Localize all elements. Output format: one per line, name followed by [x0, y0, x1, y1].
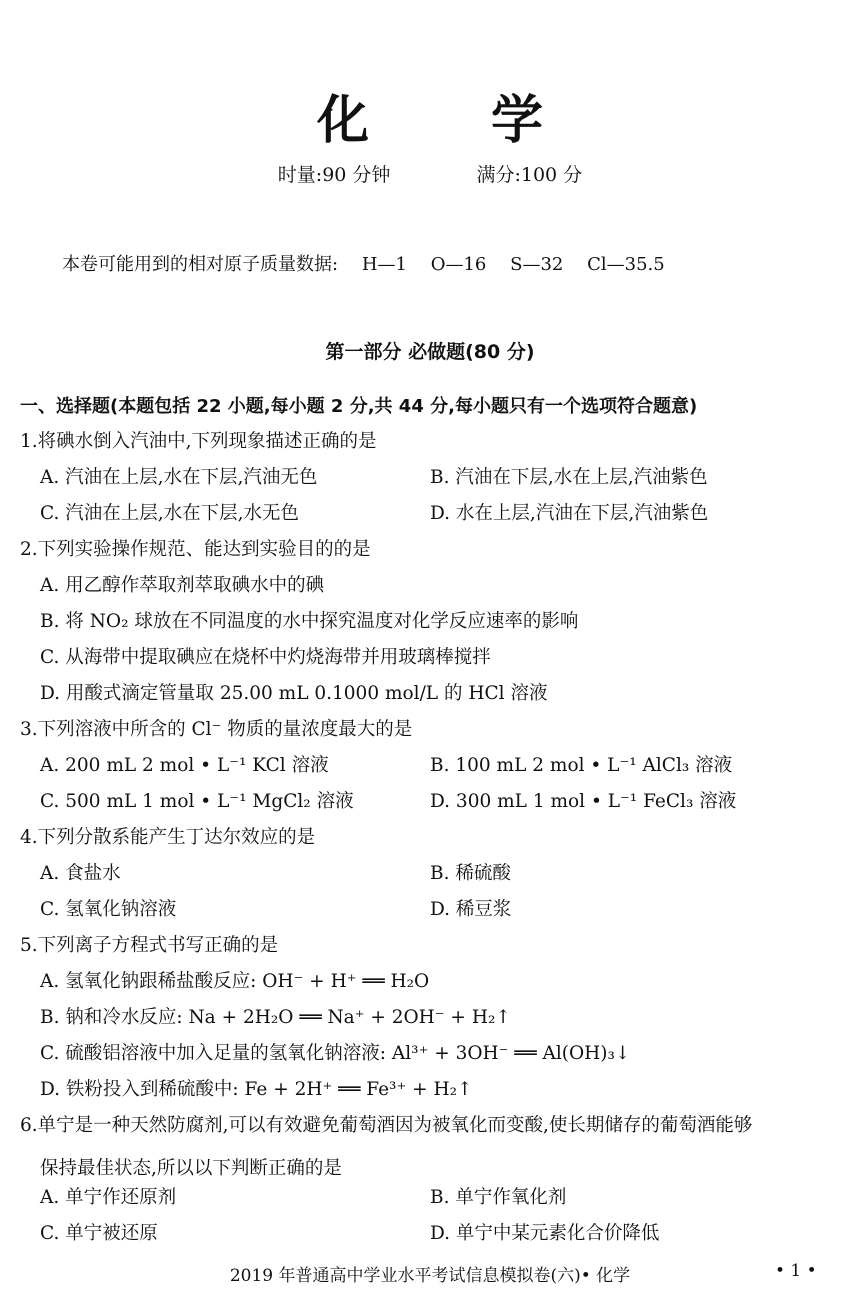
option-c: C. 汽油在上层,水在下层,水无色: [40, 503, 300, 524]
option-a: A. 食盐水: [40, 863, 121, 884]
option-a: A. 200 mL 2 mol • L⁻¹ KCl 溶液: [40, 755, 329, 776]
option-d: D. 水在上层,汽油在下层,汽油紫色: [430, 503, 709, 524]
option-b: B. 钠和冷水反应: Na + 2H₂O ══ Na⁺ + 2OH⁻ + H₂↑: [40, 1007, 511, 1028]
question-stem: [20, 1111, 752, 1180]
option-c: C. 氢氧化钠溶液: [40, 899, 177, 920]
option-d: D. 稀豆浆: [430, 899, 512, 920]
option-b: B. 将 NO₂ 球放在不同温度的水中探究温度对化学反应速率的影响: [40, 611, 579, 632]
option-c: C. 单宁被还原: [40, 1223, 158, 1244]
option-a: A. 用乙醇作萃取剂萃取碘水中的碘: [40, 575, 325, 596]
question-stem: 5.下列离子方程式书写正确的是: [20, 935, 279, 956]
option-d: D. 用酸式滴定管量取 25.00 mL 0.1000 mol/L 的 HCl 溶液: [40, 683, 548, 704]
atomic-mass-note: [62, 250, 665, 276]
question-stem-continuation: 保持最佳状态,所以以下判断正确的是: [40, 1158, 342, 1179]
atomic-mass-item: H—1: [361, 254, 407, 275]
option-b: B. 汽油在下层,水在上层,汽油紫色: [430, 467, 708, 488]
question-stem: 4.下列分散系能产生丁达尔效应的是: [20, 827, 316, 848]
option-d: D. 铁粉投入到稀硫酸中: Fe + 2H⁺ ══ Fe³⁺ + H₂↑: [40, 1079, 473, 1100]
footer-title: 2019 年普通高中学业水平考试信息模拟卷(六)• 化学: [229, 1266, 631, 1286]
atomic-mass-item: S—32: [510, 254, 564, 275]
option-c: C. 500 mL 1 mol • L⁻¹ MgCl₂ 溶液: [40, 791, 354, 812]
page-title: 化 学: [316, 91, 596, 151]
part-title: 第一部分 必做题(80 分): [325, 341, 535, 363]
atomic-mass-item: O—16: [430, 254, 487, 275]
option-c: C. 从海带中提取碘应在烧杯中灼烧海带并用玻璃棒搅拌: [40, 647, 491, 668]
option-d: D. 300 mL 1 mol • L⁻¹ FeCl₃ 溶液: [430, 791, 737, 812]
question-stem: 1.将碘水倒入汽油中,下列现象描述正确的是: [20, 431, 377, 452]
option-b: B. 单宁作氧化剂: [430, 1187, 567, 1208]
option-b: B. 100 mL 2 mol • L⁻¹ AlCl₃ 溶液: [430, 755, 733, 776]
section-heading: 一、选择题(本题包括 22 小题,每小题 2 分,共 44 分,每小题只有一个选项符合题意): [20, 396, 698, 417]
atomic-mass-item: Cl—35.5: [587, 254, 665, 275]
time-limit: 时量:90 分钟: [277, 164, 391, 186]
option-b: B. 稀硫酸: [430, 863, 511, 884]
question-stem: 2.下列实验操作规范、能达到实验目的的是: [20, 539, 371, 560]
full-score: 满分:100 分: [476, 164, 583, 186]
exam-meta: [0, 160, 860, 187]
question-stem: 3.下列溶液中所含的 Cl⁻ 物质的量浓度最大的是: [20, 719, 413, 740]
atomic-mass-label: 本卷可能用到的相对原子质量数据:: [62, 254, 339, 275]
option-c: C. 硫酸铝溶液中加入足量的氢氧化钠溶液: Al³⁺ + 3OH⁻ ══ Al(OH)₃↓: [40, 1043, 631, 1064]
option-a: A. 汽油在上层,水在下层,汽油无色: [40, 467, 318, 488]
page-number: • 1 •: [775, 1261, 817, 1281]
option-a: A. 单宁作还原剂: [40, 1187, 177, 1208]
question-stem-line: 6.单宁是一种天然防腐剂,可以有效避免葡萄酒因为被氧化而变酸,使长期储存的葡萄酒能够: [20, 1115, 753, 1136]
option-a: A. 氢氧化钠跟稀盐酸反应: OH⁻ + H⁺ ══ H₂O: [40, 971, 430, 992]
option-d: D. 单宁中某元素化合价降低: [430, 1223, 660, 1244]
